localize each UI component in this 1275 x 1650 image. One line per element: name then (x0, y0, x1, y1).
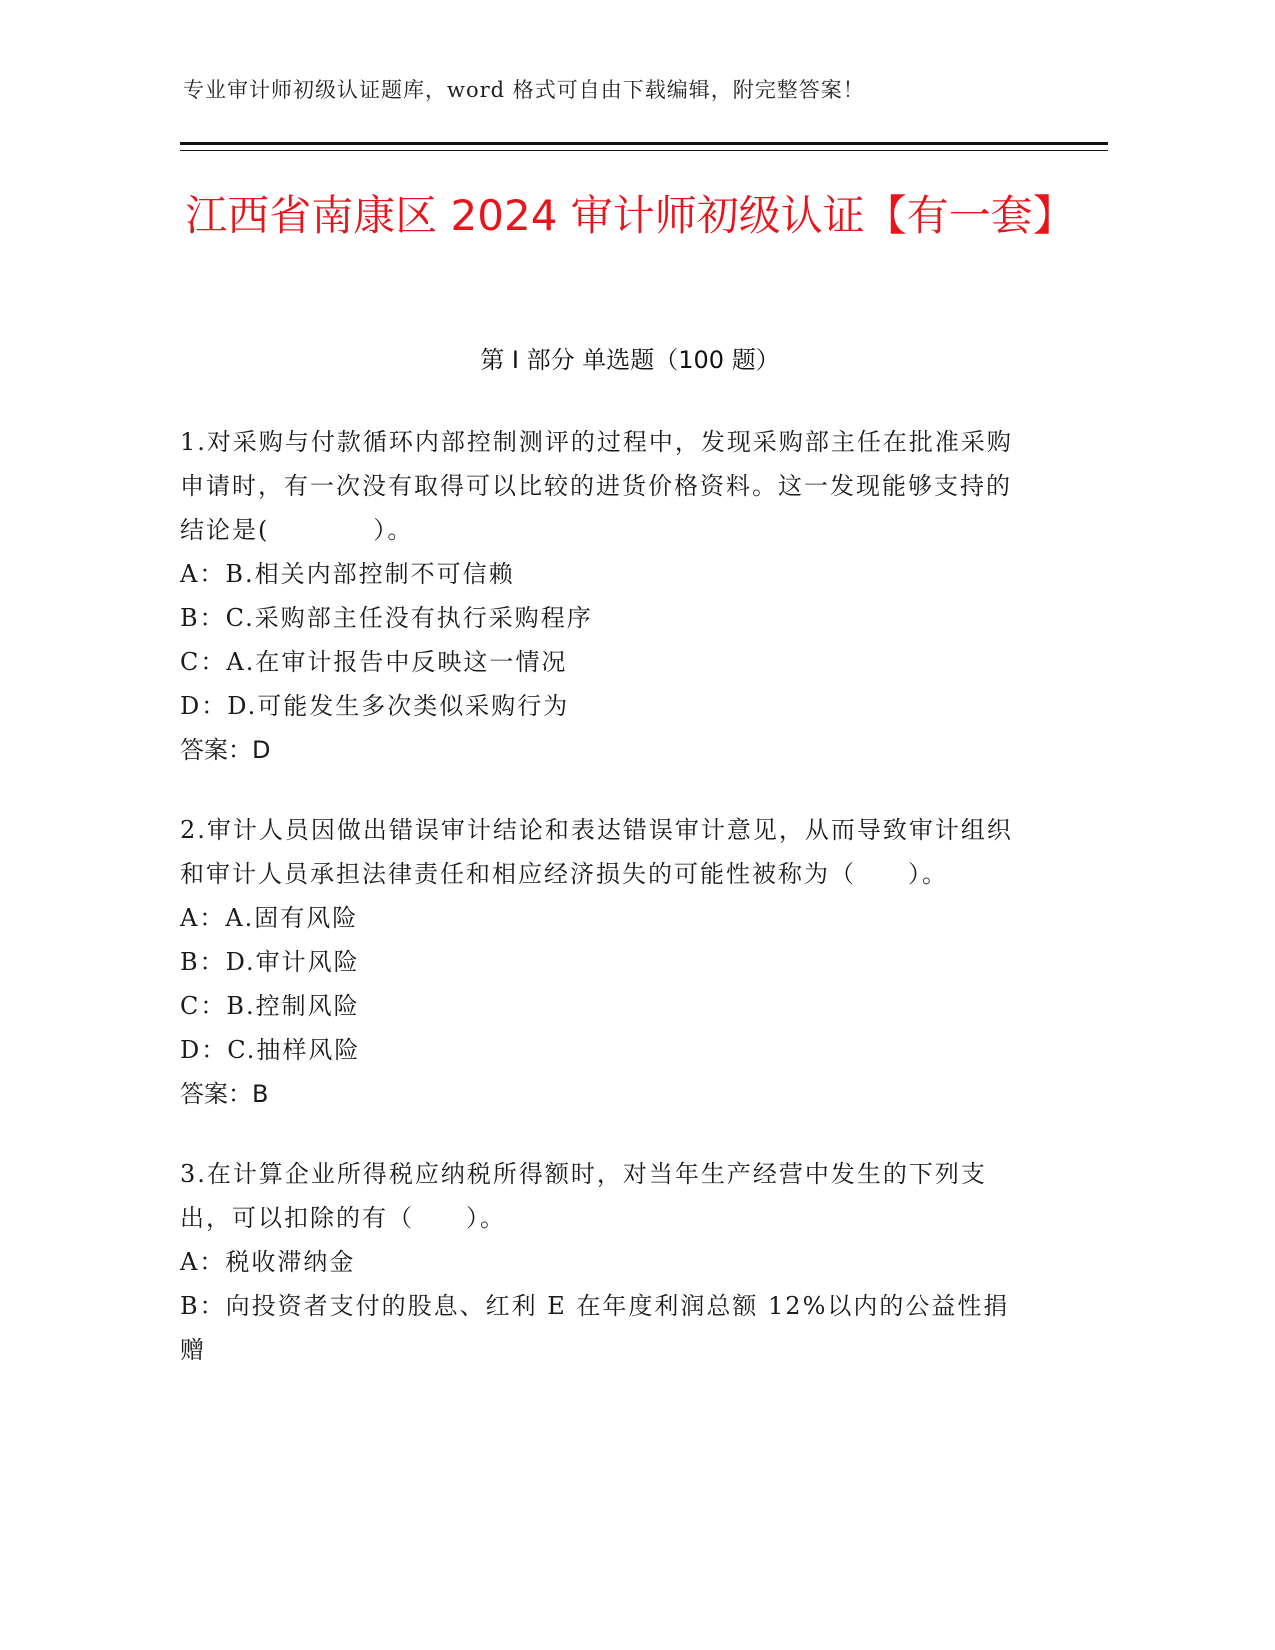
question-stem: 2.审计人员因做出错误审计结论和表达错误审计意见，从而导致审计组织和审计人员承担法律责任和相应经济损失的可能性被称为（ ）。 (180, 816, 1013, 888)
header-rule-thick (180, 142, 1108, 145)
option-b: B：D.审计风险 (180, 948, 360, 976)
option-c: C：B.控制风险 (180, 992, 360, 1020)
option-d: D：D.可能发生多次类似采购行为 (180, 692, 570, 720)
header-rule-thin (180, 150, 1108, 151)
question-2 (180, 808, 1030, 1116)
answer: 答案：B (180, 1080, 269, 1108)
option-b: B：C.采购部主任没有执行采购程序 (180, 604, 593, 632)
option-b: B：向投资者支付的股息、红利 E 在年度利润总额 12%以内的公益性捐赠 (180, 1292, 1010, 1364)
option-a: A：税收滞纳金 (180, 1248, 356, 1276)
option-c: C：A.在审计报告中反映这一情况 (180, 648, 568, 676)
header-note: 专业审计师初级认证题库，word 格式可自由下载编辑，附完整答案！ (183, 78, 865, 102)
option-a: A：B.相关内部控制不可信赖 (180, 560, 515, 588)
question-list (180, 420, 1030, 1408)
option-a: A：A.固有风险 (180, 904, 359, 932)
question-3 (180, 1152, 1030, 1372)
section-title: 第 I 部分 单选题（100 题） (480, 346, 780, 374)
answer: 答案：D (180, 736, 271, 764)
document-title: 江西省南康区 2024 审计师初级认证【有一套】 (185, 191, 1075, 240)
question-stem: 1.对采购与付款循环内部控制测评的过程中，发现采购部主任在批准采购申请时，有一次没有取得可以比较的进货价格资料。这一发现能够支持的结论是( ）。 (180, 428, 1013, 544)
question-stem: 3.在计算企业所得税应纳税所得额时，对当年生产经营中发生的下列支出，可以扣除的有（ ）。 (180, 1160, 987, 1232)
option-d: D：C.抽样风险 (180, 1036, 361, 1064)
question-1 (180, 420, 1030, 772)
